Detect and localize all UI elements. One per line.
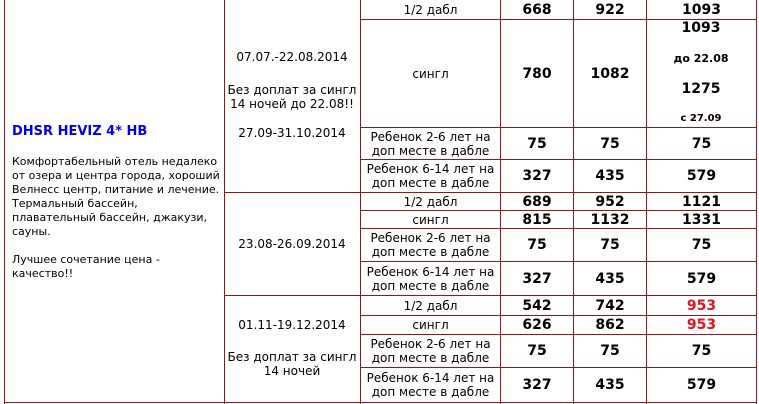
room-type-line: доп месте в дабле: [371, 385, 490, 399]
price-cell: 75: [527, 343, 547, 359]
room-type: [361, 262, 500, 295]
price-cell: 75: [600, 343, 620, 359]
period-dates: 27.09-31.10.2014: [238, 126, 346, 140]
price-cell: 435: [595, 270, 625, 287]
room-type-line: Ребенок 2-6 лет на: [370, 337, 491, 351]
hotel-desc-line: Термальный бассейн,: [12, 197, 138, 210]
price-cell: 75: [527, 135, 547, 152]
price-cell-highlight: 953: [686, 317, 717, 333]
price-cell: 579: [686, 377, 717, 393]
room-type: [361, 128, 500, 159]
price-cell: 1331: [682, 211, 721, 228]
room-type-line: Ребенок 6-14 лет на: [366, 162, 495, 176]
hotel-desc-line: Велнесс центр, питание и лечение.: [12, 183, 220, 196]
hotel-description: [12, 155, 224, 281]
room-type-line: Ребенок 2-6 лет на: [370, 129, 491, 144]
room-type: [361, 229, 500, 261]
price-note: до 22.08: [673, 52, 729, 65]
room-type-line: доп месте в дабле: [371, 278, 490, 293]
table-border-right: [756, 0, 757, 404]
room-type: сингл: [412, 318, 449, 332]
price-cell: 668: [522, 1, 552, 18]
price-cell: 75: [691, 237, 712, 253]
price-cell: 75: [691, 135, 712, 152]
period-note-line: Без доплат за сингл: [227, 83, 357, 97]
price-cell: 327: [522, 168, 552, 184]
price-cell: 1093: [681, 20, 721, 36]
price-cell: 435: [595, 168, 625, 184]
price-cell: 862: [595, 317, 625, 333]
price-cell: 780: [522, 65, 552, 82]
price-cell: 579: [686, 270, 717, 287]
price-cell: 75: [600, 135, 620, 152]
price-cell: 1121: [682, 193, 721, 210]
price-cell: 75: [691, 343, 712, 359]
price-cell: 579: [686, 168, 717, 184]
room-type: 1/2 дабл: [403, 194, 458, 209]
hotel-desc-line: плавательный бассейн, джакузи,: [12, 211, 208, 224]
room-type-line: доп месте в дабле: [371, 143, 490, 158]
hotel-desc-line: сауны.: [12, 225, 51, 238]
period-dates: 01.11-19.12.2014: [238, 318, 346, 332]
period-note: [224, 83, 360, 111]
room-type-line: Ребенок 2-6 лет на: [370, 231, 491, 245]
period-note-line: Без доплат за сингл: [227, 350, 357, 364]
hotel-slogan-line: Лучшее сочетание цена -: [12, 253, 160, 266]
hotel-slogan-line: качество!!: [12, 267, 74, 280]
price-cell: 1275: [681, 81, 721, 97]
price-note: с 27.09: [680, 113, 722, 124]
room-type-line: Ребенок 6-14 лет на: [366, 371, 495, 385]
room-type: сингл: [412, 212, 449, 227]
price-cell: 626: [522, 317, 552, 333]
price-cell: 742: [595, 297, 625, 314]
room-type-line: Ребенок 6-14 лет на: [366, 264, 495, 279]
price-cell: 922: [595, 1, 625, 18]
period-note: [224, 350, 360, 378]
price-cell: 327: [522, 270, 552, 287]
price-cell: 815: [522, 211, 552, 228]
price-cell: 689: [522, 193, 552, 210]
price-cell: 1082: [590, 65, 630, 82]
room-type: сингл: [412, 66, 449, 81]
room-type-line: доп месте в дабле: [371, 176, 490, 190]
table-bottom-line: [4, 402, 757, 403]
table-border-left: [4, 0, 5, 404]
hotel-name-link[interactable]: DHSR HEVIZ 4* HB: [12, 124, 148, 139]
price-cell: 435: [595, 377, 625, 393]
price-cell-highlight: 953: [686, 297, 717, 314]
period-note-line: 14 ночей до 22.08!!: [230, 97, 354, 111]
room-type-line: доп месте в дабле: [371, 245, 490, 259]
room-type-line: доп месте в дабле: [371, 351, 490, 365]
period-dates: 07.07.-22.08.2014: [236, 50, 348, 64]
price-cell: 542: [522, 297, 552, 314]
room-type: [361, 160, 500, 192]
period-note-line: 14 ночей: [263, 364, 321, 378]
price-cell: 1093: [682, 1, 721, 18]
room-type: 1/2 дабл: [403, 298, 458, 313]
price-cell: 75: [527, 237, 547, 253]
price-cell: 952: [595, 193, 625, 210]
room-type: [361, 335, 500, 367]
price-cell: 327: [522, 377, 552, 393]
hotel-desc-line: Комфортабельный отель недалеко: [12, 155, 218, 168]
price-cell: 1132: [590, 211, 630, 228]
price-cell: 75: [600, 237, 620, 253]
period-dates: 23.08-26.09.2014: [238, 237, 346, 251]
room-type: 1/2 дабл: [403, 2, 458, 17]
hotel-desc-line: от озера и центра города, хороший: [12, 169, 220, 182]
room-type: [361, 368, 500, 402]
